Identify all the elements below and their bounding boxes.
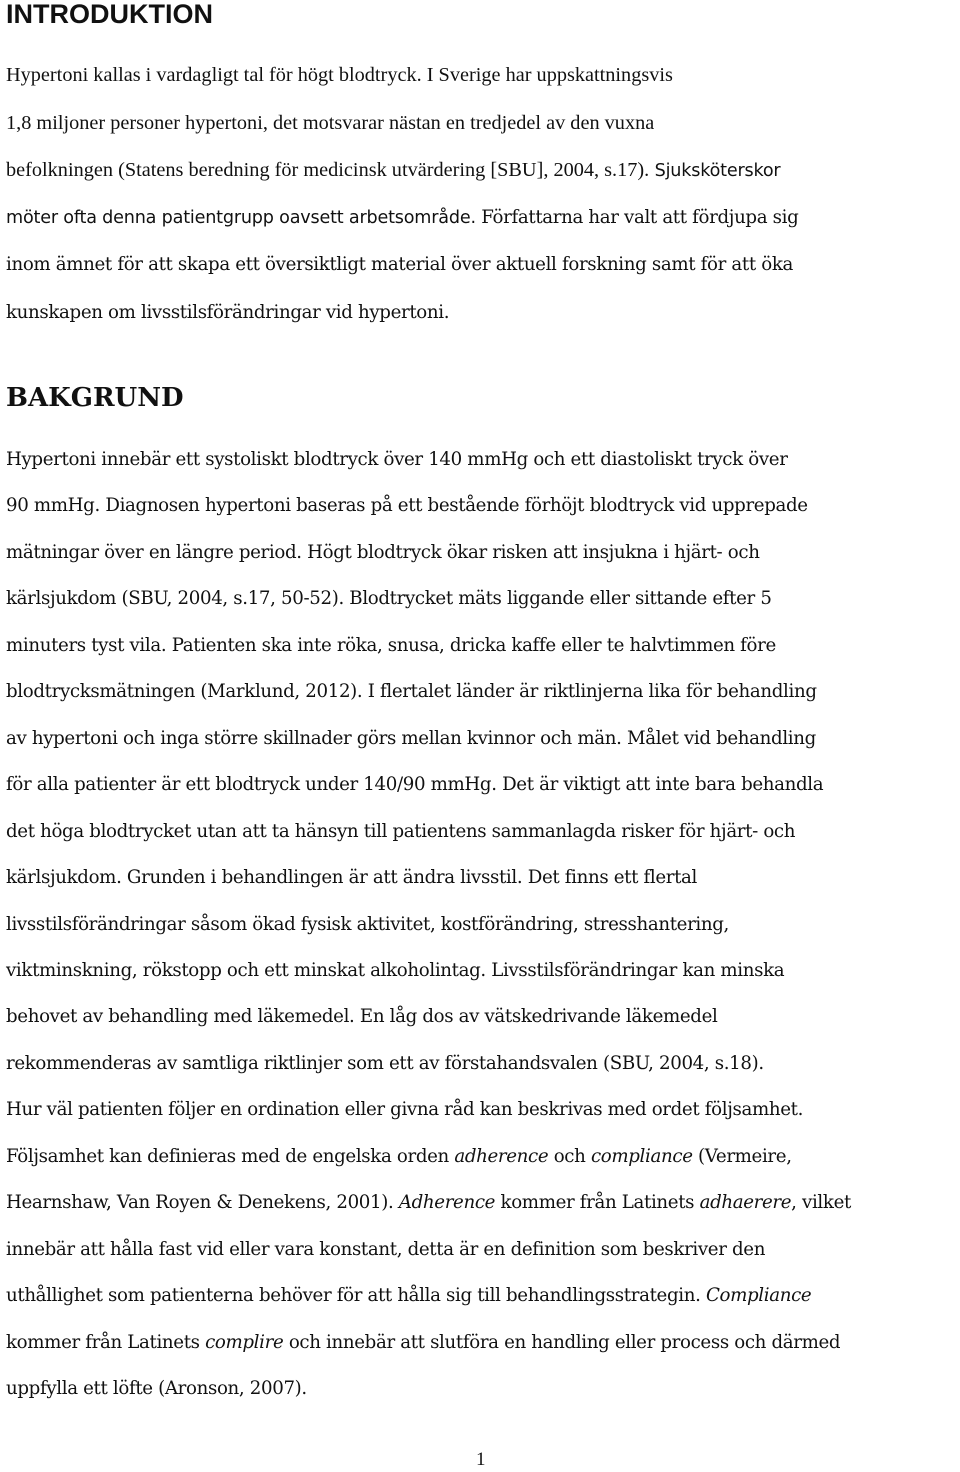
- text-run: kommer från Latinets: [6, 1331, 206, 1353]
- text-run: möter ofta denna patientgrupp oavsett arbetsområde.: [6, 207, 476, 228]
- paragraph-line: [6, 631, 776, 661]
- paragraph-line: [6, 724, 816, 754]
- paragraph-line: [6, 584, 772, 614]
- paragraph-line: [6, 155, 780, 185]
- paragraph-line: [6, 1188, 851, 1218]
- text-run: befolkningen (Statens beredning för medicinsk utvärdering [SBU], 2004, s.17).: [6, 159, 650, 181]
- paragraph-line: [6, 1049, 764, 1079]
- paragraph-line: [6, 863, 697, 893]
- text-run: behovet av behandling med läkemedel. En låg dos av vätskedrivande läkemedel: [6, 1006, 718, 1028]
- paragraph-line: [6, 1235, 765, 1265]
- text-run: (Vermeire,: [692, 1145, 792, 1167]
- paragraph-line: [6, 1374, 307, 1404]
- text-run: innebär att hålla fast vid eller vara konstant, detta är en definition som beskriver den: [6, 1238, 766, 1260]
- paragraph-line: [6, 60, 673, 90]
- paragraph-line: [6, 1281, 811, 1311]
- text-run: rekommenderas av samtliga riktlinjer som ett av förstahandsvalen (SBU, 2004, s.18).: [6, 1052, 764, 1074]
- text-run: det höga blodtrycket utan att ta hänsyn till patientens sammanlagda risker för hjärt- och: [6, 820, 796, 842]
- text-run: Hypertoni innebär ett systoliskt blodtryck över 140 mmHg och ett diastoliskt tryck över: [6, 449, 788, 470]
- text-run: och innebär att slutföra en handling eller process och därmed: [283, 1331, 841, 1353]
- paragraph-line: [6, 538, 760, 568]
- paragraph-line: [6, 1095, 803, 1125]
- text-run: uthållighet som patienterna behöver för att hålla sig till behandlingsstrategin.: [6, 1285, 706, 1307]
- paragraph-line: [6, 203, 798, 233]
- text-run: Hearnshaw, Van Royen & Denekens, 2001).: [6, 1192, 399, 1214]
- text-run: kärlsjukdom (SBU, 2004, s.17, 50-52). Blodtrycket mäts liggande eller sittande efter 5: [6, 588, 772, 610]
- text-run: inom ämnet för att skapa ett översiktligt material över aktuell forskning samt för att öka: [6, 254, 793, 275]
- text-run: Följsamhet kan definieras med de engelska orden: [6, 1145, 455, 1167]
- italic-term: adherence: [454, 1145, 549, 1167]
- text-run: 90 mmHg. Diagnosen hypertoni baseras på ett bestående förhöjt blodtryck vid upprepade: [6, 495, 808, 517]
- text-run: Hur väl patienten följer en ordination eller givna råd kan beskrivas med ordet följsamhet.: [6, 1099, 804, 1121]
- paragraph-line: [6, 1142, 792, 1172]
- text-run: Hypertoni kallas i vardagligt tal för högt blodtryck. I Sverige har uppskattningsvis: [6, 64, 673, 86]
- text-run: , vilket: [791, 1192, 851, 1214]
- italic-term: adhaerere: [699, 1192, 792, 1214]
- paragraph-line: [6, 250, 793, 280]
- paragraph-line: [6, 770, 823, 800]
- text-run: mätningar över en längre period. Högt blodtryck ökar risken att insjukna i hjärt- och: [6, 541, 760, 563]
- text-run: blodtrycksmätningen (Marklund, 2012). I flertalet länder är riktlinjerna lika för behandling: [6, 681, 817, 703]
- text-run: 1,8 miljoner personer hypertoni, det motsvarar nästan en tredjedel av den vuxna: [6, 111, 655, 134]
- italic-term: Adherence: [398, 1192, 496, 1214]
- section-heading-bakgrund: BAKGRUND: [6, 383, 184, 413]
- text-run: kunskapen om livsstilsförändringar vid hypertoni.: [6, 301, 450, 323]
- paragraph-line: [6, 298, 449, 328]
- text-run: livsstilsförändringar såsom ökad fysisk aktivitet, kostförändring, stresshantering,: [6, 913, 729, 935]
- text-run: viktminskning, rökstopp och ett minskat alkoholintag. Livsstilsförändringar kan minska: [6, 959, 785, 981]
- text-run: minuters tyst vila. Patienten ska inte röka, snusa, dricka kaffe eller te halvtimmen före: [6, 634, 776, 656]
- italic-term: compliance: [590, 1145, 693, 1167]
- text-run: Författarna har valt att fördjupa sig: [475, 206, 799, 228]
- paragraph-line: [6, 817, 795, 847]
- text-run: uppfylla ett löfte (Aronson, 2007).: [6, 1378, 307, 1399]
- text-run: och: [548, 1145, 591, 1167]
- paragraph-line: [6, 956, 784, 986]
- paragraph-line: [6, 491, 808, 521]
- text-run: av hypertoni och inga större skillnader görs mellan kvinnor och män. Målet vid behandling: [6, 727, 816, 749]
- paragraph-line: [6, 108, 654, 138]
- text-run: för alla patienter är ett blodtryck under 140/90 mmHg. Det är viktigt att inte bara behandla: [6, 774, 824, 796]
- paragraph-line: [6, 1002, 717, 1032]
- italic-term: complire: [205, 1331, 284, 1353]
- page-number: 1: [476, 1449, 486, 1470]
- italic-term: Compliance: [705, 1285, 812, 1307]
- text-run: kommer från Latinets: [495, 1192, 700, 1214]
- paragraph-line: [6, 677, 817, 707]
- text-run: kärlsjukdom. Grunden i behandlingen är att ändra livsstil. Det finns ett flertal: [6, 867, 698, 889]
- paragraph-line: [6, 910, 729, 940]
- section-heading-introduktion: INTRODUKTION: [6, 0, 213, 29]
- paragraph-line: [6, 1328, 840, 1358]
- text-run: Sjuksköterskor: [649, 161, 781, 181]
- paragraph-line: [6, 445, 788, 475]
